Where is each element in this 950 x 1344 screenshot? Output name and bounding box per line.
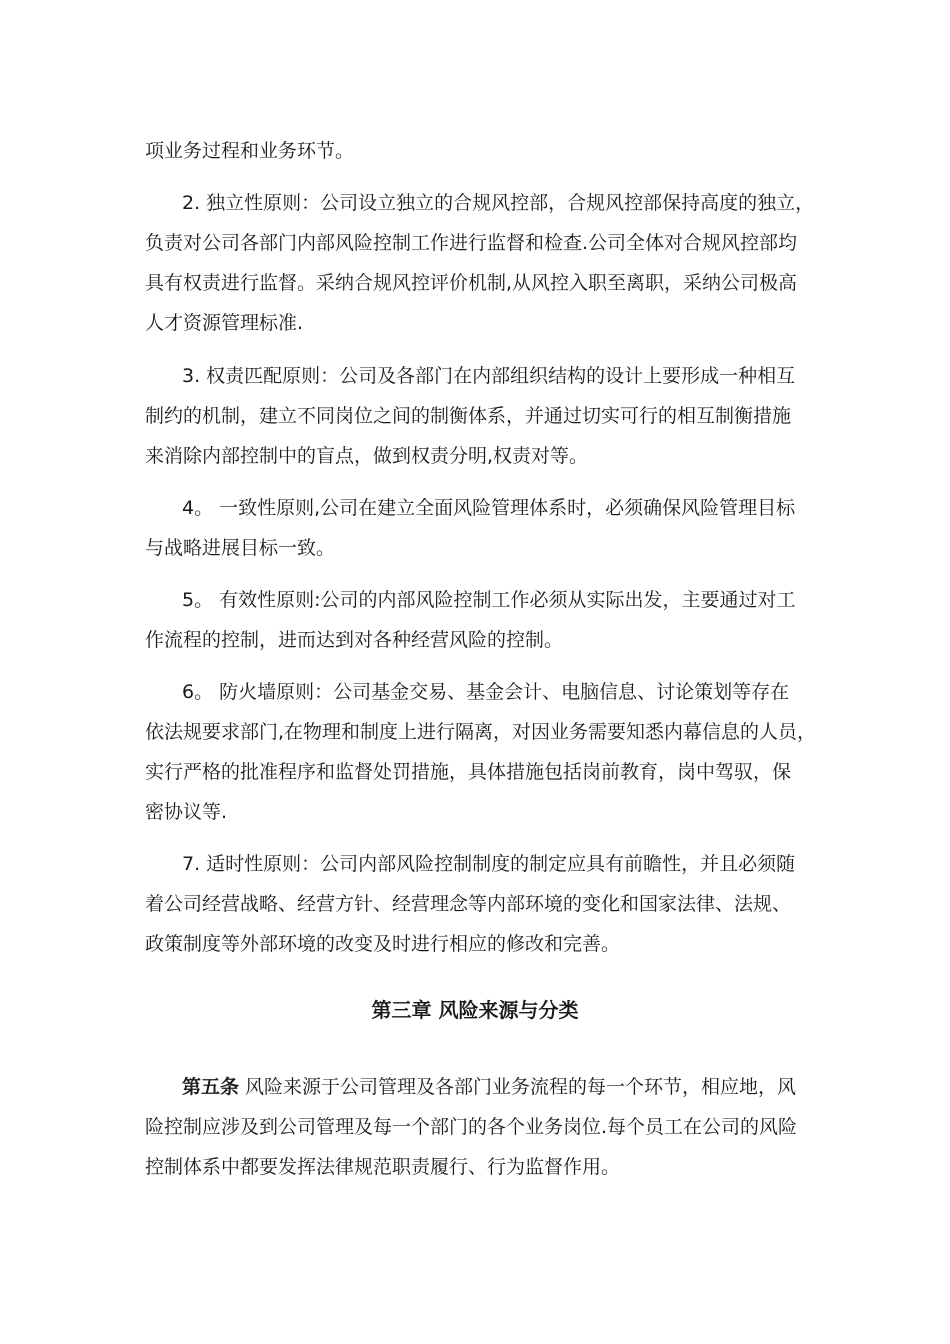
text-line: 3. 权责匹配原则：公司及各部门在内部组织结构的设计上要形成一种相互 (182, 365, 796, 387)
text-line: 负责对公司各部门内部风险控制工作进行监督和检查.公司全体对合规风控部均 (145, 232, 798, 254)
text-line: 着公司经营战略、经营方针、经营理念等内部环境的变化和国家法律、法规、 (145, 893, 792, 915)
paragraph-continuation-line: 项业务过程和业务环节。 (145, 140, 355, 162)
article-label: 第五条 (182, 1076, 240, 1098)
text-line: 4。 一致性原则,公司在建立全面风险管理体系时，必须确保风险管理目标 (182, 497, 796, 519)
text-line: 5。 有效性原则:公司的内部风险控制工作必须从实际出发，主要通过对工 (182, 589, 796, 611)
text-line: 与战略进展目标一致。 (145, 537, 336, 559)
chapter-heading: 第三章 风险来源与分类 (371, 998, 579, 1022)
text-line: 2. 独立性原则：公司设立独立的合规风控部，合规风控部保持高度的独立， (182, 192, 815, 214)
text-line: 作流程的控制，进而达到对各种经营风险的控制。 (145, 629, 564, 651)
text-line: 政策制度等外部环境的改变及时进行相应的修改和完善。 (145, 933, 621, 955)
article-first-line (182, 1075, 815, 1099)
text-line: 密协议等. (145, 801, 228, 823)
text-line: 险控制应涉及到公司管理及每一个部门的各个业务岗位.每个员工在公司的风险 (145, 1116, 798, 1138)
text-line: 人才资源管理标准. (145, 312, 304, 334)
text-line: 实行严格的批准程序和监督处罚措施，具体措施包括岗前教育，岗中驾驭，保 (145, 761, 792, 783)
article-text: 风险来源于公司管理及各部门业务流程的每一个环节，相应地，风 (239, 1076, 797, 1098)
text-line: 制约的机制，建立不同岗位之间的制衡体系，并通过切实可行的相互制衡措施 (145, 405, 792, 427)
text-line: 控制体系中都要发挥法律规范职责履行、行为监督作用。 (145, 1156, 621, 1178)
text-line: 来消除内部控制中的盲点，做到权责分明,权责对等。 (145, 445, 589, 467)
text-line: 6。 防火墙原则：公司基金交易、基金会计、电脑信息、讨论策划等存在 (182, 681, 790, 703)
text-line: 依法规要求部门,在物理和制度上进行隔离，对因业务需要知悉内幕信息的人员， (145, 721, 817, 743)
text-line: 具有权责进行监督。采纳合规风控评价机制,从风控入职至离职，采纳公司极高 (145, 272, 798, 294)
text-line: 7. 适时性原则：公司内部风险控制制度的制定应具有前瞻性，并且必须随 (182, 853, 796, 875)
